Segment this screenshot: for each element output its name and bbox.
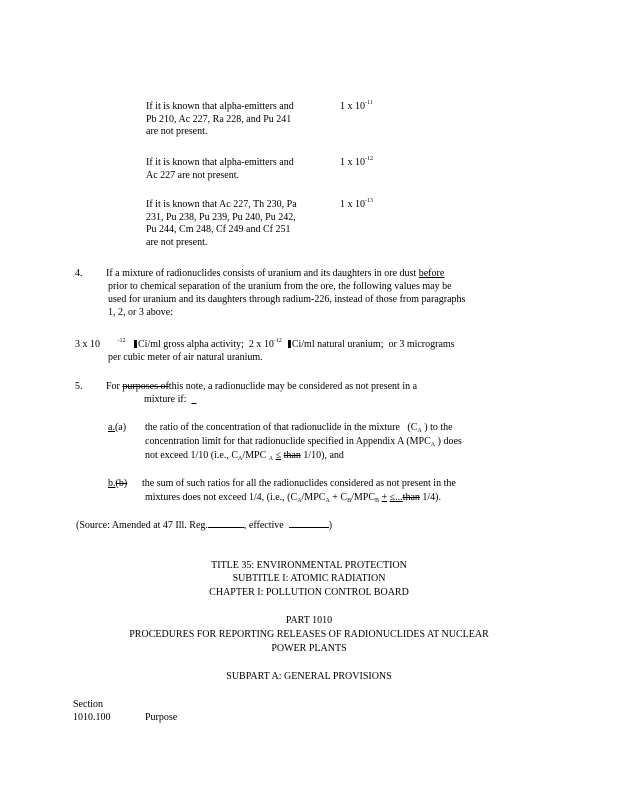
toc-section-number[interactable]: 1010.100 [73, 712, 111, 723]
table-row [146, 157, 294, 182]
table-row [146, 199, 297, 249]
item5a-line3: not exceed 1/10 (i.e., $C_A$/MPC $_A$ ≤ than 1/10), and [145, 450, 344, 462]
item5-line1: For purposes ofthis note, a radionuclide may be considered as not present in a [106, 381, 418, 392]
item5b-line2: mixtures does not exceed 1/4, (i.e., ($C_A/MPC_A + C_B/MPC_B$ + ≤...than 1/4). [145, 492, 441, 504]
row-value: 1 x $10^{-11}$ [340, 100, 373, 112]
item4-values-line2: per cubic meter of air natural uranium. [108, 352, 263, 363]
item5a-label: a.(a) [108, 422, 127, 433]
row-text-line: Pb 210, Ac 227, Ra 228, and Pu 241 [146, 113, 292, 125]
reg-blank [208, 518, 244, 528]
row-text-line: are not present. [146, 236, 208, 248]
row-text-line: are not present. [146, 126, 208, 137]
item4-line4: 1, 2, or 3 above: [108, 307, 173, 318]
toc-section-title[interactable]: Purpose [145, 712, 178, 723]
item4-values-line1: 3 x 10 $^{-12}$ Ci/ml gross alpha activity; 2 x $10^{-12}$ Ci/ml natural uranium; or 3 micrograms [75, 338, 455, 350]
row-text-line: Pu 244, Cm 248, Cf 249 and Cf 251 [146, 224, 291, 235]
table-row [146, 101, 294, 139]
item5a-line2: concentration limit for that radionuclide specified in Appendix A ($MPC_A$ ) does [145, 436, 462, 448]
item4-line2: prior to chemical separation of the uranium from the ore, the following values may be [108, 281, 452, 292]
row-value: 1 x $10^{-12}$ [340, 156, 373, 168]
subtitle-heading: SUBTITLE I: ATOMIC RADIATION [232, 573, 386, 584]
item-number: 4. [75, 268, 83, 279]
source-note: (Source: Amended at 47 Ill. Reg. , effective ) [76, 520, 333, 531]
subpart-heading: SUBPART A: GENERAL PROVISIONS [226, 671, 392, 682]
item5b-line1: the sum of such ratios for all the radionuclides considered as not present in the [142, 478, 456, 489]
part-name-line2: POWER PLANTS [271, 643, 347, 654]
item5-line2: mixture if: [144, 394, 187, 405]
underlined-insertion: before [418, 268, 445, 279]
row-value: 1 x $10^{-13}$ [340, 198, 373, 210]
chapter-heading: CHAPTER I: POLLUTION CONTROL BOARD [209, 587, 409, 598]
row-text-line: If it is known that Ac 227, Th 230, Pa [146, 199, 297, 210]
micro-symbol-box [288, 340, 291, 348]
struck-text: purposes of [122, 381, 169, 392]
item5a-line1: the ratio of the concentration of that radionuclide in the mixture ($C_A$ ) to the [145, 422, 453, 434]
row-text-line: If it is known that alpha-emitters and [146, 157, 294, 168]
part-heading: PART 1010 [285, 615, 333, 626]
row-text-line: Ac 227 are not present. [146, 169, 240, 181]
row-text-line: If it is known that alpha-emitters and [146, 101, 294, 112]
row-text-line: 231, Pu 238, Pu 239, Pu 240, Pu 242, [146, 211, 296, 223]
item4-line1: If a mixture of radionuclides consists of uranium and its daughters in ore dust before [106, 268, 445, 279]
item-number: 5. [75, 381, 83, 392]
micro-symbol-box [134, 340, 137, 348]
toc-header: Section [73, 699, 103, 710]
part-name-line1: PROCEDURES FOR REPORTING RELEASES OF RADIONUCLIDES AT NUCLEAR [129, 629, 489, 640]
date-blank [289, 518, 329, 528]
item4-line3: used for uranium and its daughters through radium-226, instead of those from paragraphs [108, 294, 466, 305]
item5b-label: b.(b) [108, 478, 128, 489]
title-heading: TITLE 35: ENVIRONMENTAL PROTECTION [211, 560, 407, 571]
